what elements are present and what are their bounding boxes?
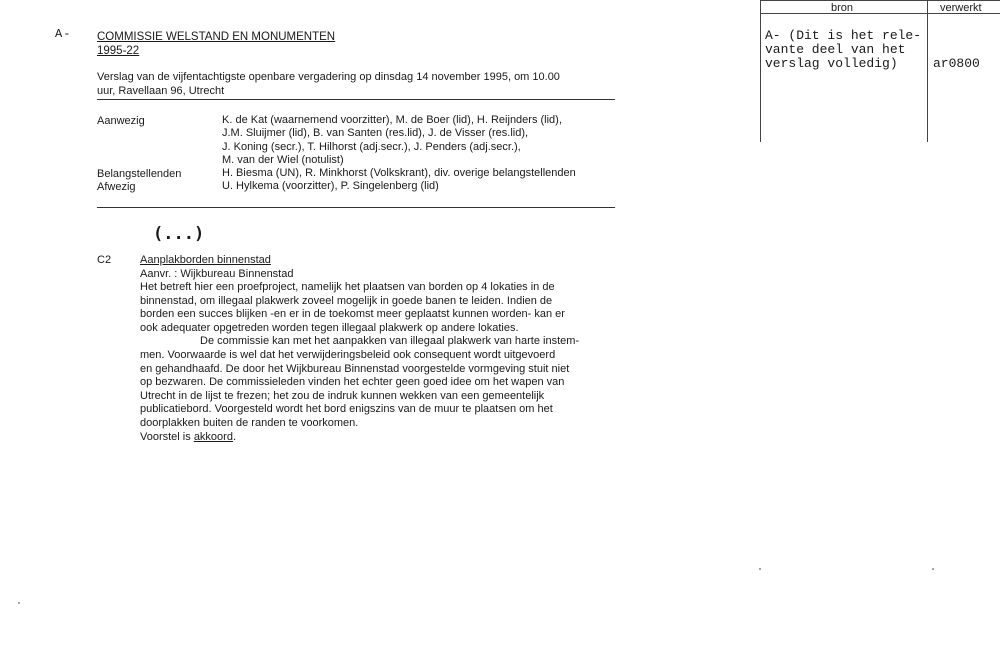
source-note-line: A- (Dit is het rele- (765, 28, 922, 43)
attendees-line: J. Koning (secr.), T. Hilhorst (adj.secr.), J. Penders (adj.secr.), (222, 140, 521, 153)
item-code: C2 (97, 254, 112, 266)
paragraph-1 (140, 281, 579, 335)
body-line: Het betreft hier een proefproject, namelijk het plaatsen van borden op 4 lokaties in de (140, 281, 555, 293)
body-line: Utrecht in de lijst te frezen; het zou de indruk kunnen wekken van een gemeentelijk (140, 389, 545, 402)
attendees-line: K. de Kat (waarnemend voorzitter), M. de Boer (lid), H. Reijnders (lid), (222, 114, 562, 126)
body-line: De commissie kan met het aanpakken van illegaal plakwerk van harte instem- (200, 335, 580, 348)
intro-line: uur, Ravellaan 96, Utrecht (97, 85, 225, 97)
archive-code: ar0800 (933, 56, 980, 71)
conclusion-suffix: . (232, 430, 237, 443)
body-line: men. Voorwaarde is wel dat het verwijderingsbeleid ook consequent wordt uitgevoerd (140, 348, 556, 361)
meeting-intro (97, 70, 560, 98)
item-body (140, 281, 579, 444)
source-note-line: vante deel van het (765, 42, 906, 57)
box-left-border (760, 0, 761, 142)
scan-speck (932, 568, 934, 570)
body-line: ook adequater opgetreden worden tegen illegaal plakwerk op andere lokaties. (140, 321, 519, 334)
committee-title: COMMISSIE WELSTAND EN MONUMENTEN (97, 31, 336, 43)
source-note (765, 29, 921, 71)
body-line: publicatiebord. Voorgesteld wordt het bord enigszins van de muur te plaatsen om het (140, 403, 553, 416)
attendees-label: Aanwezig (97, 115, 145, 127)
divider-rule (97, 99, 615, 100)
divider-rule (97, 207, 615, 208)
interested-list: H. Biesma (UN), R. Minkhorst (Volkskrant), div. overige belangstellenden (222, 167, 576, 179)
body-line: binnenstad, om illegaal plakwerk zoveel mogelijk in goede banen te leiden. Indien de (140, 294, 553, 307)
body-line: op bezwaren. De commissieleden vinden het echter geen goed idee om het wapen van (140, 376, 565, 389)
conclusion (140, 431, 579, 445)
body-line: doorplakken buiten de randen te voorkomen. (140, 416, 359, 429)
absent-list: U. Hylkema (voorzitter), P. Singelenberg (lid) (222, 180, 439, 192)
column-header-verwerkt: verwerkt (940, 2, 982, 14)
item-title: Aanplakborden binnenstad (140, 254, 271, 266)
absent-label: Afwezig (97, 181, 136, 193)
box-column-divider (927, 0, 928, 142)
box-top-border (760, 0, 1000, 1)
document-marker: A- (55, 27, 72, 41)
body-line: borden een succes blijken -en er in de toekomst meer geplaatst kunnen worden- kan er (140, 308, 565, 321)
scan-speck (759, 568, 761, 570)
conclusion-prefix: Voorstel is (140, 430, 194, 443)
scan-speck (18, 602, 20, 604)
column-header-bron: bron (831, 2, 854, 14)
body-line: en gehandhaafd. De door het Wijkbureau Binnenstad voorgestelde vormgeving stuit niet (140, 362, 570, 375)
intro-line: Verslag van de vijfentachtigste openbare vergadering op dinsdag 14 november 1995, om 10.00 (97, 71, 560, 83)
attendees-line: M. van der Wiel (notulist) (222, 153, 344, 166)
paragraph-2 (140, 335, 579, 430)
source-note-line: verslag volledig) (765, 56, 898, 71)
attendees-list (222, 114, 562, 167)
attendees-line: J.M. Sluijmer (lid), B. van Santen (res.lid), J. de Visser (res.lid), (222, 127, 529, 140)
report-number: 1995-22 (97, 45, 140, 57)
conclusion-word: akkoord (193, 430, 233, 443)
interested-label: Belangstellenden (97, 168, 182, 180)
omission-marker: (...) (153, 224, 205, 244)
item-applicant: Aanvr. : Wijkbureau Binnenstad (140, 268, 294, 280)
